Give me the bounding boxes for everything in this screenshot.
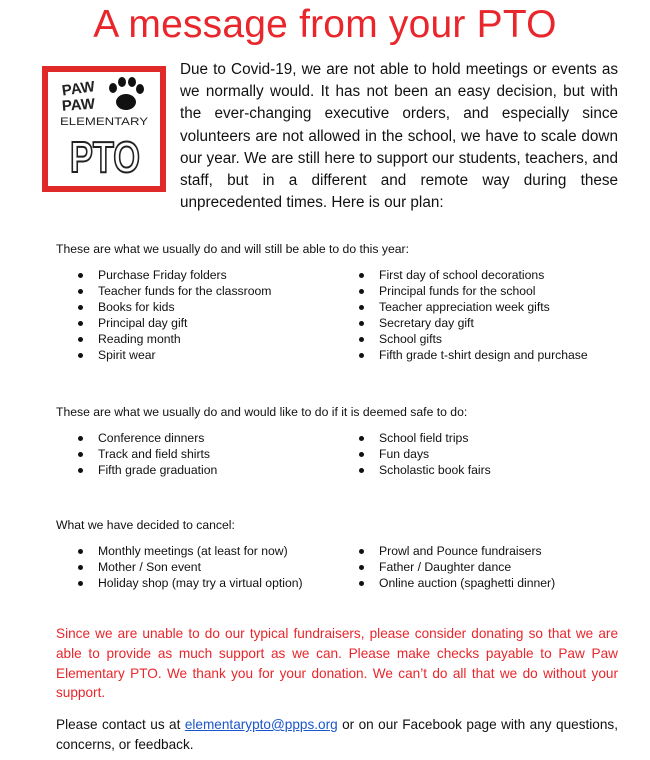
if-safe-list-right bbox=[359, 430, 491, 478]
intro-paragraph: Due to Covid-19, we are not able to hold meetings or events as we normally would. It has not been an easy decision, but with the ever-changing executive orders, and especially since volunteers are not allowed in the school, we have to scale down our year. We are still here to support our students, teachers, and staff, but in a different and remote way during these unprecedented times. Here is our plan: bbox=[180, 61, 618, 212]
cancel-list-right bbox=[359, 543, 555, 591]
list-item: Mother / Son event bbox=[78, 559, 303, 575]
paw-paw-pto-logo-graphic bbox=[48, 72, 160, 186]
bullet-icon bbox=[78, 337, 83, 342]
page-title: A message from your PTO bbox=[93, 3, 557, 46]
logo-text-paw-1: PAW bbox=[60, 78, 96, 100]
contact-paragraph bbox=[56, 715, 618, 755]
list-item: Track and field shirts bbox=[78, 446, 217, 462]
bullet-icon bbox=[78, 321, 83, 326]
list-item: Secretary day gift bbox=[359, 315, 588, 331]
list-item: School gifts bbox=[359, 331, 588, 347]
bullet-icon bbox=[78, 452, 83, 457]
bullet-icon bbox=[78, 305, 83, 310]
bullet-icon bbox=[359, 452, 364, 457]
bullet-icon bbox=[78, 273, 83, 278]
continue-list-right bbox=[359, 267, 588, 364]
list-item: Fun days bbox=[359, 446, 491, 462]
list-item: Books for kids bbox=[78, 299, 271, 315]
section-cancel-heading: What we have decided to cancel: bbox=[56, 518, 235, 532]
bullet-icon bbox=[78, 436, 83, 441]
list-item: Purchase Friday folders bbox=[78, 267, 271, 283]
logo-text-elementary: ELEMENTARY bbox=[60, 116, 149, 128]
email-link[interactable]: elementarypto@ppps.org bbox=[184, 717, 338, 732]
bullet-icon bbox=[359, 337, 364, 342]
list-item: Fifth grade t-shirt design and purchase bbox=[359, 347, 588, 363]
if-safe-list-left bbox=[78, 430, 217, 478]
bullet-icon bbox=[78, 565, 83, 570]
bullet-icon bbox=[359, 549, 364, 554]
bullet-icon bbox=[78, 289, 83, 294]
list-item: Reading month bbox=[78, 331, 271, 347]
bullet-icon bbox=[359, 565, 364, 570]
paw-print-icon bbox=[109, 77, 144, 110]
bullet-icon bbox=[359, 468, 364, 473]
contact-text-after: or on our Facebook page with any questions, concerns, or feedback. bbox=[56, 717, 618, 752]
list-item: Holiday shop (may try a virtual option) bbox=[78, 575, 303, 591]
section-if-safe-heading: These are what we usually do and would like to do if it is deemed safe to do: bbox=[56, 405, 468, 419]
list-item: Fifth grade graduation bbox=[78, 462, 217, 478]
donation-note: Since we are unable to do our typical fundraisers, please consider donating so that we are able to provide as much support as we can. Please make checks payable to Paw Paw Elementary PTO. We thank you for your donation. We can’t do all that we do without your support. bbox=[56, 626, 618, 701]
list-item: Principal funds for the school bbox=[359, 283, 588, 299]
list-item: Online auction (spaghetti dinner) bbox=[359, 575, 555, 591]
bullet-icon bbox=[359, 436, 364, 441]
bullet-icon bbox=[78, 549, 83, 554]
logo-text-pto: PTO bbox=[70, 133, 140, 182]
list-item: Spirit wear bbox=[78, 347, 271, 363]
bullet-icon bbox=[78, 353, 83, 358]
list-item: School field trips bbox=[359, 430, 491, 446]
cancel-list-left bbox=[78, 543, 303, 591]
bullet-icon bbox=[78, 468, 83, 473]
list-item: First day of school decorations bbox=[359, 267, 588, 283]
bullet-icon bbox=[78, 581, 83, 586]
list-item: Conference dinners bbox=[78, 430, 217, 446]
list-item: Teacher funds for the classroom bbox=[78, 283, 271, 299]
bullet-icon bbox=[359, 321, 364, 326]
continue-list-left bbox=[78, 267, 271, 364]
bullet-icon bbox=[359, 581, 364, 586]
list-item: Monthly meetings (at least for now) bbox=[78, 543, 303, 559]
list-item: Prowl and Pounce fundraisers bbox=[359, 543, 555, 559]
contact-text-before: Please contact us at bbox=[56, 717, 185, 732]
bullet-icon bbox=[359, 289, 364, 294]
list-item: Teacher appreciation week gifts bbox=[359, 299, 588, 315]
bullet-icon bbox=[359, 353, 364, 358]
bullet-icon bbox=[359, 305, 364, 310]
section-continue-heading: These are what we usually do and will still be able to do this year: bbox=[56, 242, 409, 256]
list-item: Scholastic book fairs bbox=[359, 462, 491, 478]
list-item: Father / Daughter dance bbox=[359, 559, 555, 575]
list-item: Principal day gift bbox=[78, 315, 271, 331]
pto-logo bbox=[42, 66, 166, 192]
logo-text-paw-2: PAW bbox=[61, 95, 96, 115]
bullet-icon bbox=[359, 273, 364, 278]
